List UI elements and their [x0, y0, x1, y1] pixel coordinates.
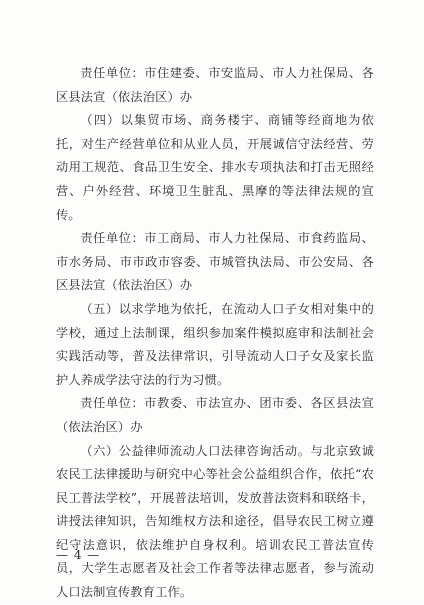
responsibility-paragraph-3: 责任单位：市教委、市法宣办、团市委、各区县法宣（依法治区）办 [56, 396, 374, 434]
responsibility-paragraph-1: 责任单位：市住建委、市安监局、市人力社保局、各区县法宣（依法治区）办 [56, 66, 374, 104]
section-5-paragraph: （五）以求学地为依托，在流动人口子女相对集中的学校，通过上法制课，组织参加案件模拟庭审和法制社会实践活动等，普及法律常识，引导流动人口子女及家长监护人养成学法守法的行为习惯。 [56, 301, 374, 387]
page-number: — 4 — [56, 548, 101, 562]
document-body [56, 62, 374, 605]
section-4-paragraph: （四）以集贸市场、商务楼宇、商铺等经商地为依托，对生产经营单位和从业人员，开展诚信守法经营、劳动用工规范、食品卫生安全、排水专项执法和打击无照经营、户外经营、环境卫生脏乱、黑摩的等法律法规的宣传。 [56, 113, 374, 222]
responsibility-paragraph-2: 责任单位：市工商局、市人力社保局、市食药监局、市水务局、市市政市容委、市城管执法局、市公安局、各区县法宣（依法治区）办 [56, 231, 374, 293]
section-6-paragraph: （六）公益律师流动人口法律咨询活动。与北京致诚农民工法律援助与研究中心等社会公益组织合作，依托“农民工普法学校”，开展普法培训，发放普法资料和联络卡，讲授法律知识，告知维权方法和途径，倡导农民工树立遵纪守法意识，依法维护自身权利。培训农民工普法宣传员，大学生志愿者及社会工作者等法律志愿者，参与流动人口法制宣传教育工作。 [56, 443, 374, 600]
